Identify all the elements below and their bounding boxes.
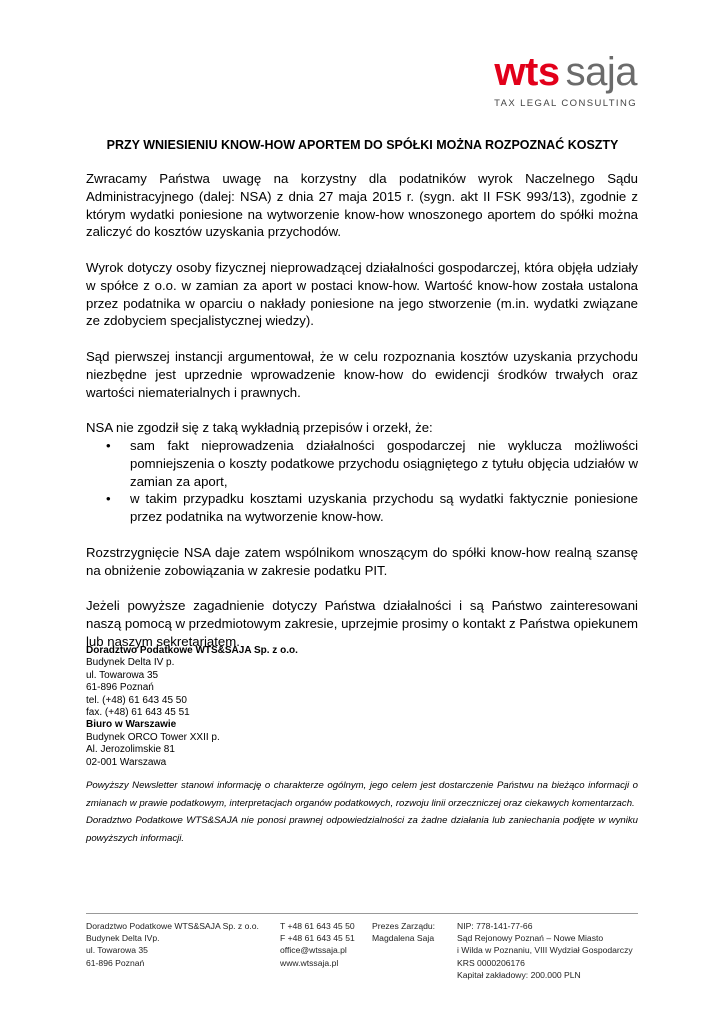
bullet-icon: • bbox=[106, 437, 111, 453]
closing-paragraph-1: Rozstrzygnięcie NSA daje zatem wspólnikom wnoszącym do spółki know-how realną szansę na obniżenie zobowiązania w zakresie podatku PIT. bbox=[86, 544, 638, 578]
document-title: PRZY WNIESIENIU KNOW-HOW APORTEM DO SPÓŁKI MOŻNA ROZPOZNAĆ KOSZTY bbox=[106, 138, 619, 152]
footer-phone: T +48 61 643 45 50 bbox=[280, 921, 355, 931]
address-line: 61-896 Poznań bbox=[86, 682, 154, 694]
footer-management bbox=[372, 920, 435, 944]
disclaimer-text: Doradztwo Podatkowe WTS&SAJA nie ponosi prawnej odpowiedzialności za żadne działania lub zaniechania podjęte w wyniku powyższych informacji. bbox=[86, 815, 638, 844]
footer-line: i Wilda w Poznaniu, VIII Wydział Gospodarczy bbox=[457, 945, 633, 956]
list-item-text: sam fakt nieprowadzenia działalności gospodarczej nie wyklucza możliwości pomniejszenia o koszty podatkowe przychodu osiągniętego z tytułu objęcia udziałów w zamian za aport, bbox=[130, 437, 638, 489]
footer-line: Magdalena Saja bbox=[372, 933, 435, 944]
fax-line: fax. (+48) 61 643 45 51 bbox=[86, 707, 190, 719]
paragraph-4: NSA nie zgodził się z taką wykładnią przepisów i orzekł, że: bbox=[86, 420, 433, 436]
footer-line: KRS 0000206176 bbox=[457, 957, 525, 968]
footer-line: Budynek Delta IVp. bbox=[86, 933, 160, 944]
phone-line: tel. (+48) 61 643 45 50 bbox=[86, 694, 187, 706]
footer-registration bbox=[457, 920, 633, 981]
footer-line: Doradztwo Podatkowe WTS&SAJA Sp. z o.o. bbox=[86, 921, 259, 931]
footer-fax: F +48 61 643 45 51 bbox=[280, 933, 355, 944]
address-line: Budynek ORCO Tower XXII p. bbox=[86, 731, 220, 743]
disclaimer-text: Powyższy Newsletter stanowi informację o charakterze ogólnym, jego celem jest dostarczenie Państwu na bieżąco informacji o zmianach w prawie podatkowym, interpretacjach organów podatkowych, rozwoju linii orzeczniczej oraz ciekawych komentarzach. bbox=[86, 780, 638, 809]
company-logo bbox=[467, 52, 637, 109]
paragraph-1: Zwracamy Państwa uwagę na korzystny dla podatników wyrok Naczelnego Sądu Administracyjnego (dalej: NSA) z dnia 27 maja 2015 r. (sygn. akt II FSK 993/13), zgodnie z którym wydatki poniesione na wytworzenie know-how wnoszonego aportem do spółki można zaliczyć do kosztów uzyskania przychodów. bbox=[86, 171, 638, 240]
footer-line: NIP: 778-141-77-66 bbox=[457, 921, 533, 931]
disclaimer bbox=[86, 777, 638, 847]
paragraph-3: Sąd pierwszej instancji argumentował, że w celu rozpoznania kosztów uzyskania przychodu niezbędne jest uprzednie wprowadzenie know-how do ewidencji środków trwałych oraz wartości niematerialnych i prawnych. bbox=[86, 348, 638, 400]
footer-website: www.wtssaja.pl bbox=[280, 957, 339, 968]
closing-paragraph-2: Jeżeli powyższe zagadnienie dotyczy Państwa działalności i są Państwo zainteresowani naszą pomocą w przedmiotowym zakresie, uprzejmie prosimy o kontakt z Państwa opiekunem lub naszym sekretariatem. bbox=[86, 598, 638, 649]
address-line: Al. Jerozolimskie 81 bbox=[86, 744, 175, 756]
logo-wts: wts bbox=[494, 50, 560, 94]
address-line: Budynek Delta IV p. bbox=[86, 657, 175, 669]
footer-contact bbox=[280, 920, 355, 969]
footer-line: Kapitał zakładowy: 200.000 PLN bbox=[457, 969, 581, 980]
footer-email: office@wtssaja.pl bbox=[280, 945, 347, 956]
warsaw-office-heading: Biuro w Warszawie bbox=[86, 719, 177, 731]
footer-line: 61-896 Poznań bbox=[86, 957, 145, 968]
list-item bbox=[86, 490, 638, 526]
list-item-text: w takim przypadku kosztami uzyskania przychodu są wydatki faktycznie poniesione przez podatnika na wytworzenie know-how. bbox=[130, 491, 638, 525]
address-line: ul. Towarowa 35 bbox=[86, 669, 159, 681]
company-name: Doradztwo Podatkowe WTS&SAJA Sp. z o.o. bbox=[86, 645, 298, 656]
logo-tagline: TAX LEGAL CONSULTING bbox=[494, 98, 637, 109]
footer-line: Prezes Zarządu: bbox=[372, 921, 436, 931]
footer-company bbox=[86, 920, 259, 969]
logo-wordmark bbox=[467, 52, 637, 92]
footer-line: Sąd Rejonowy Poznań – Nowe Miasto bbox=[457, 933, 604, 944]
address-block bbox=[86, 645, 298, 769]
paragraph-2: Wyrok dotyczy osoby fizycznej nieprowadzącej działalności gospodarczej, która objęła udziały w spółce z o.o. w zamian za aport w postaci know-how. Wartość know-how została ustalona przez podatnika w oparciu o nakłady poniesione na jego stworzenie (m.in. wydatki związane ze zdobyciem specjalistycznej wiedzy). bbox=[86, 259, 638, 329]
address-line: 02-001 Warszawa bbox=[86, 756, 167, 768]
bullet-list bbox=[86, 437, 638, 526]
document-body bbox=[86, 170, 638, 668]
logo-saja: saja bbox=[565, 50, 637, 94]
list-item bbox=[86, 437, 638, 490]
footer-line: ul. Towarowa 35 bbox=[86, 945, 148, 956]
bullet-icon: • bbox=[106, 491, 111, 507]
footer-divider bbox=[86, 913, 638, 914]
